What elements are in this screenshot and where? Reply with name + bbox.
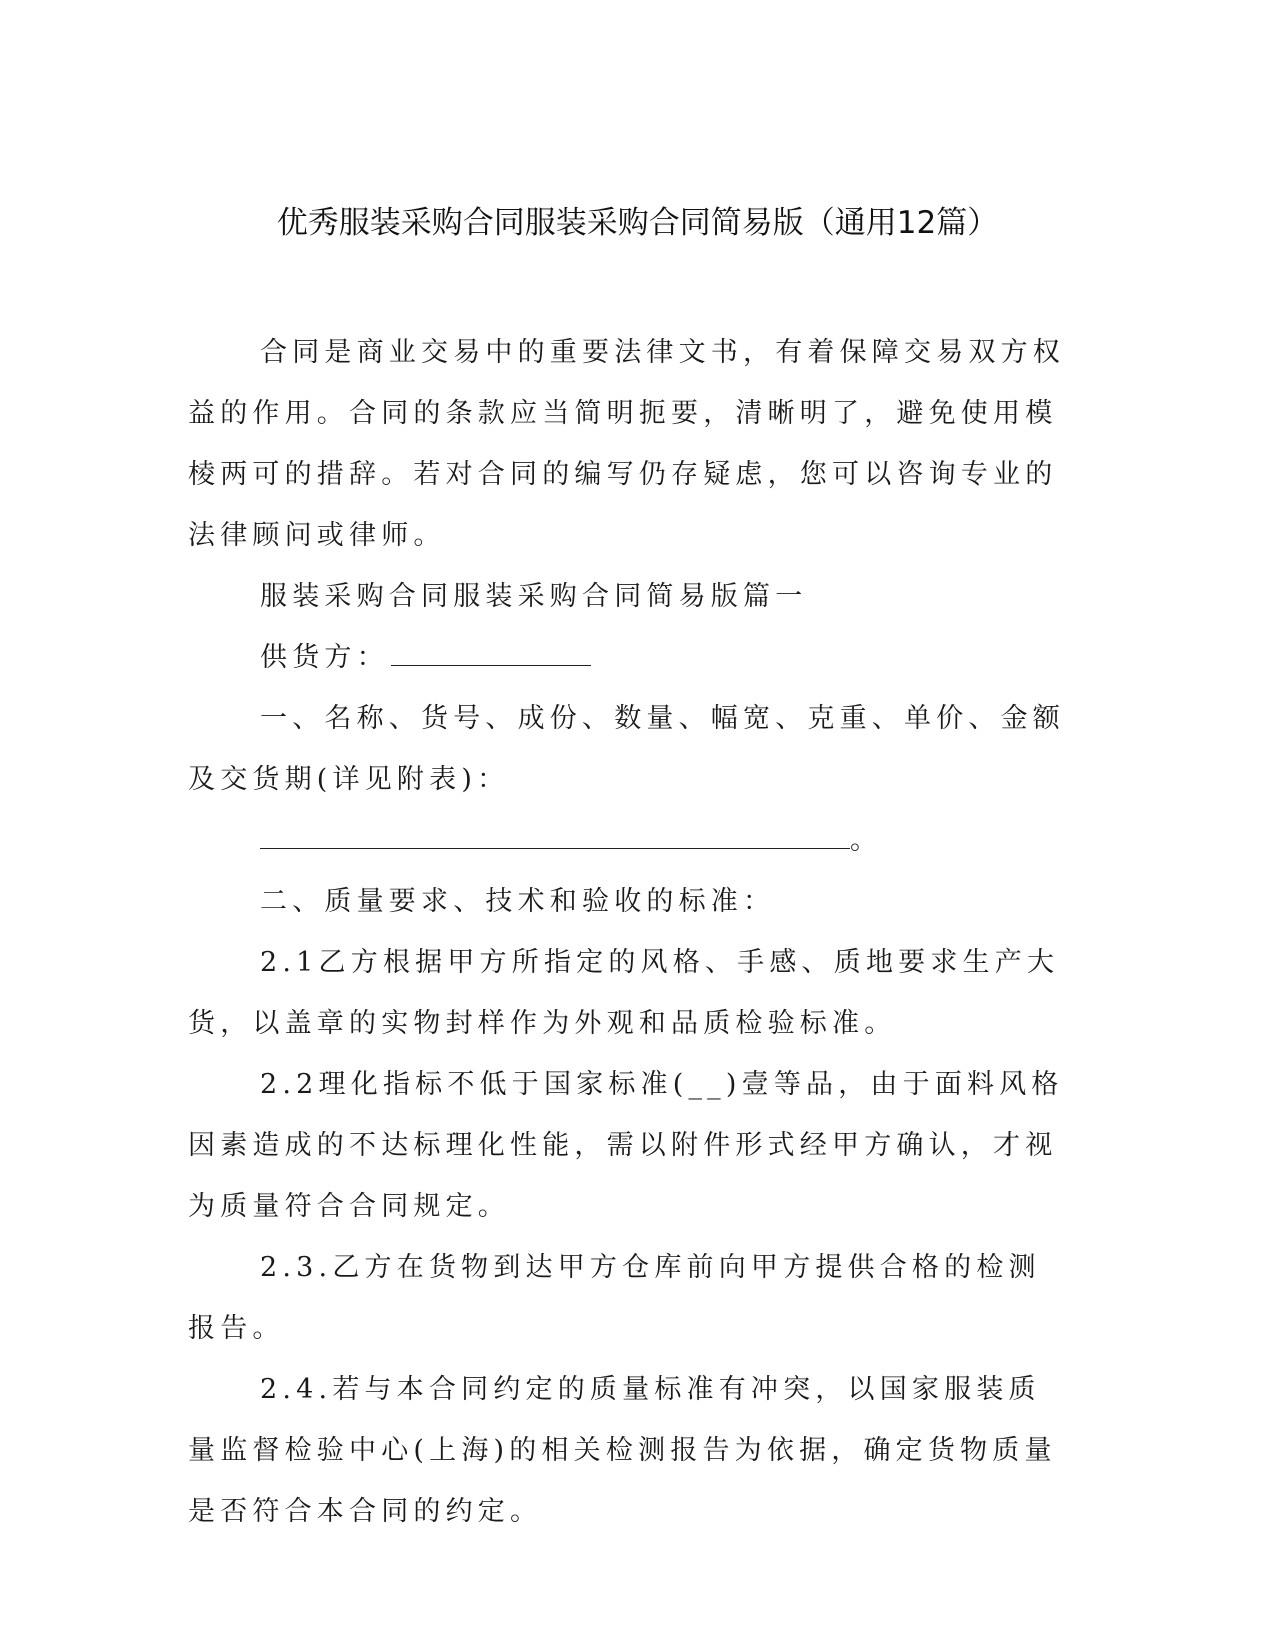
clause-2-4: 2.4.若与本合同约定的质量标准有冲突，以国家服装质量监督检验中心(上海)的相关检测报告为依据，确定货物质量是否符合本合同的约定。: [188, 1374, 1057, 1527]
clause-2-2-before: 2.2理化指标不低于国家标准(: [260, 1069, 689, 1100]
clause-2-2-after: )壹等品，由于面料风格因素造成的不达标理化性能，需以附件形式经甲方确认，才视为质量符合合同规定。: [188, 1069, 1064, 1222]
blank-line-period: 。: [850, 825, 883, 856]
document-body: [188, 322, 1068, 1542]
supplier-label: 供货方：: [260, 642, 389, 673]
clause-2-3: 2.3.乙方在货物到达甲方仓库前向甲方提供合格的检测报告。: [188, 1252, 1041, 1344]
supplier-blank: [391, 641, 591, 666]
clause-2-heading: 二、质量要求、技术和验收的标准：: [260, 886, 776, 917]
intro-paragraph: 合同是商业交易中的重要法律文书，有着保障交易双方权益的作用。合同的条款应当简明扼要，清晰明了，避免使用模棱两可的措辞。若对合同的编写仍存疑虑，您可以咨询专业的法律顾问或律师。: [188, 337, 1065, 551]
document-title: 优秀服装采购合同服装采购合同简易版（通用12篇）: [276, 205, 999, 241]
clause-2-1: 2.1乙方根据甲方所指定的风格、手感、质地要求生产大货，以盖章的实物封样作为外观和品质检验标准。: [188, 947, 1060, 1039]
detail-blank-line: [260, 824, 850, 849]
clause-1: 一、名称、货号、成份、数量、幅宽、克重、单价、金额及交货期(详见附表)：: [188, 703, 1065, 795]
clause-2-2-blank: __: [688, 1069, 726, 1100]
section-heading: 服装采购合同服装采购合同简易版篇一: [260, 581, 808, 612]
supplier-line: [188, 627, 1068, 688]
clause-2-2: [188, 1054, 1068, 1237]
blank-line-row: [188, 810, 1068, 871]
